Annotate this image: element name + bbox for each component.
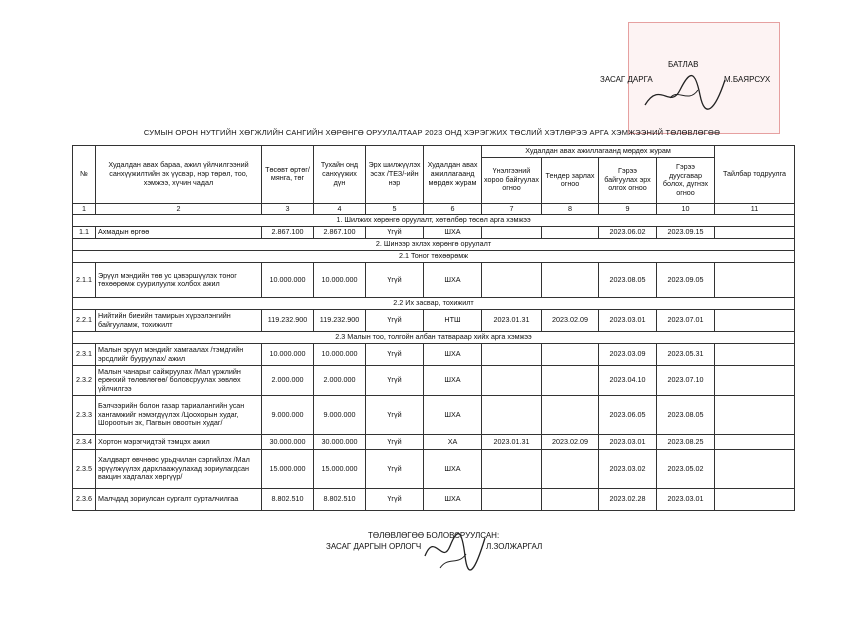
table-row (73, 344, 795, 366)
row-note (715, 227, 795, 239)
row-method: ШХА (424, 396, 482, 435)
row-sign-date: 2023.03.09 (599, 344, 657, 366)
row-tender-date (542, 366, 599, 396)
row-number: 2.3.6 (73, 489, 96, 511)
col-number: 9 (599, 203, 657, 215)
col-number: 3 (262, 203, 314, 215)
col-number: 1 (73, 203, 96, 215)
table-row (73, 450, 795, 489)
row-number: 2.3.2 (73, 366, 96, 396)
row-end-date: 2023.09.05 (657, 263, 715, 298)
row-tender-date: 2023.02.09 (542, 435, 599, 450)
table-row (73, 227, 795, 239)
row-announce-date (482, 344, 542, 366)
row-amount: 10.000.000 (314, 344, 366, 366)
row-announce-date (482, 366, 542, 396)
section-header-row (73, 298, 795, 310)
row-note (715, 435, 795, 450)
row-item: Нийтийн биеийн тамирын хүрээлэнгийн байгууламж, тохижилт (96, 310, 262, 332)
column-number-row (73, 203, 795, 215)
row-method: ШХА (424, 366, 482, 396)
row-tez: Үгүй (366, 435, 424, 450)
header-no: № (73, 146, 96, 204)
table-row (73, 310, 795, 332)
row-note (715, 310, 795, 332)
row-tez: Үгүй (366, 489, 424, 511)
row-sign-date: 2023.03.02 (599, 450, 657, 489)
row-item: Малын чанарыг сайжруулах /Мал үржлийн ерөнхий төлөвлөгөө/ боловсруулах зөвлөх үйлчилгээ (96, 366, 262, 396)
row-number: 2.3.4 (73, 435, 96, 450)
section-title: 2.2 Их засвар, тохижилт (73, 298, 795, 310)
row-announce-date (482, 450, 542, 489)
col-number: 11 (715, 203, 795, 215)
row-amount: 10.000.000 (314, 263, 366, 298)
row-end-date: 2023.09.15 (657, 227, 715, 239)
col-number: 6 (424, 203, 482, 215)
section-header-row (73, 239, 795, 251)
col-number: 10 (657, 203, 715, 215)
row-item: Халдварт өвчнөөс урьдчилан сэргийлэх /Мал эрүүлжүүлэх дархлаажуулахад зориулагдсан вакцин хадгалах хөргүүр/ (96, 450, 262, 489)
footer-signature (420, 526, 490, 574)
row-method: ШХА (424, 263, 482, 298)
row-tender-date (542, 227, 599, 239)
col-number: 7 (482, 203, 542, 215)
document-title: СУМЫН ОРОН НУТГИЙН ХӨГЖЛИЙН САНГИЙН ХӨРӨНГӨ ОРУУЛАЛТААР 2023 ОНД ХЭРЭГЖИХ ТӨСЛИЙ ХЭТЛӨРЭЭ АРГА ХЭМЖЭЭНИЙ ТӨЛӨВЛӨГӨӨ (143, 128, 721, 137)
header-item: Худалдан авах бараа, ажил үйлчилгээний санхүүжилтийн эх үүсвэр, нэр төрөл, тоо, хэмжээ, хүчин чадал (96, 146, 262, 204)
section-title: 2.1 Тоног төхөөрөмж (73, 251, 795, 263)
row-end-date: 2023.07.01 (657, 310, 715, 332)
col-number: 2 (96, 203, 262, 215)
row-budget: 8.802.510 (262, 489, 314, 511)
row-number: 2.3.5 (73, 450, 96, 489)
footer-title: ТӨЛӨВЛӨГӨӨ БОЛОВСРУУЛСАН: (368, 531, 500, 540)
row-tender-date (542, 263, 599, 298)
row-sign-date: 2023.03.01 (599, 435, 657, 450)
table-row (73, 396, 795, 435)
row-tez: Үгүй (366, 396, 424, 435)
row-note (715, 396, 795, 435)
header-announce: Үнэлгээний хороо байгуулах огноо (482, 157, 542, 203)
section-title: 1. Шилжих хөрөнгө оруулалт, хөтөлбөр төсөл арга хэмжээ (73, 215, 795, 227)
row-amount: 8.802.510 (314, 489, 366, 511)
row-tez: Үгүй (366, 263, 424, 298)
approval-name: М.БАЯРСУХ (724, 75, 771, 84)
row-end-date: 2023.08.25 (657, 435, 715, 450)
row-sign-date: 2023.08.05 (599, 263, 657, 298)
row-item: Ахмадын өргөө (96, 227, 262, 239)
row-item: Малчдад зориулсан сургалт сурталчилгаа (96, 489, 262, 511)
header-budget: Төсөвт өртөг/ мянга, төг (262, 146, 314, 204)
row-tender-date (542, 450, 599, 489)
row-note (715, 366, 795, 396)
section-title: 2. Шинээр эхлэх хөрөнгө оруулалт (73, 239, 795, 251)
row-end-date: 2023.08.05 (657, 396, 715, 435)
row-tender-date: 2023.02.09 (542, 310, 599, 332)
row-budget: 119.232.900 (262, 310, 314, 332)
row-method: ШХА (424, 450, 482, 489)
table-row (73, 263, 795, 298)
row-method: ШХА (424, 344, 482, 366)
approval-title: БАТЛАВ (668, 60, 699, 69)
col-number: 4 (314, 203, 366, 215)
row-sign-date: 2023.06.05 (599, 396, 657, 435)
col-number: 5 (366, 203, 424, 215)
row-budget: 2.000.000 (262, 366, 314, 396)
header-tender-notice: Тендер зарлах огноо (542, 157, 599, 203)
row-method: ШХА (424, 489, 482, 511)
row-number: 2.2.1 (73, 310, 96, 332)
row-end-date: 2023.05.31 (657, 344, 715, 366)
row-note (715, 450, 795, 489)
row-amount: 30.000.000 (314, 435, 366, 450)
row-tez: Үгүй (366, 366, 424, 396)
row-budget: 2.867.100 (262, 227, 314, 239)
row-tender-date (542, 396, 599, 435)
row-amount: 9.000.000 (314, 396, 366, 435)
row-sign-date: 2023.02.28 (599, 489, 657, 511)
row-number: 2.1.1 (73, 263, 96, 298)
table-row (73, 435, 795, 450)
header-contract-end: Гэрээ дуусгавар болох, дүгнэх огноо (657, 157, 715, 203)
row-item: Бэлчээрийн болон газар тариалангийн усан хангамжийг нэмэгдүүлэх /Цоохорын худаг, Шороотын эх, Пагвын овоотын худаг/ (96, 396, 262, 435)
row-amount: 2.867.100 (314, 227, 366, 239)
row-amount: 15.000.000 (314, 450, 366, 489)
row-item: Малын эрүүл мэндийг хамгаалах /тэмдгийн эрсдлийг бууруулах/ ажил (96, 344, 262, 366)
row-budget: 15.000.000 (262, 450, 314, 489)
row-amount: 119.232.900 (314, 310, 366, 332)
table-row (73, 366, 795, 396)
row-sign-date: 2023.03.01 (599, 310, 657, 332)
header-procurement-method: Худалдан авах ажиллагаанд мөрдөх журам (424, 146, 482, 204)
row-tender-date (542, 344, 599, 366)
row-tez: Үгүй (366, 344, 424, 366)
row-number: 1.1 (73, 227, 96, 239)
row-announce-date (482, 263, 542, 298)
section-header-row (73, 332, 795, 344)
table-row (73, 489, 795, 511)
row-end-date: 2023.05.02 (657, 450, 715, 489)
table-body (73, 215, 795, 511)
row-end-date: 2023.07.10 (657, 366, 715, 396)
row-budget: 30.000.000 (262, 435, 314, 450)
row-item: Эрүүл мэндийн төв ус цэвэршүүлэх тоног төхөөрөмж суурилуулж холбох ажил (96, 263, 262, 298)
row-announce-date (482, 489, 542, 511)
header-planned-amount: Тухайн онд санхүүжих дүн (314, 146, 366, 204)
header-notes: Тайлбар тодруулга (715, 146, 795, 204)
header-contract-sign: Гэрээ байгуулах эрх олгох огноо (599, 157, 657, 203)
row-number: 2.3.1 (73, 344, 96, 366)
row-budget: 10.000.000 (262, 263, 314, 298)
row-announce-date: 2023.01.31 (482, 435, 542, 450)
row-end-date: 2023.03.01 (657, 489, 715, 511)
section-header-row (73, 251, 795, 263)
row-note (715, 344, 795, 366)
footer-name: Л.ЗОЛЖАРГАЛ (486, 542, 543, 551)
row-amount: 2.000.000 (314, 366, 366, 396)
row-sign-date: 2023.06.02 (599, 227, 657, 239)
procurement-plan-table (72, 145, 795, 511)
approval-position: ЗАСАГ ДАРГА (600, 75, 653, 84)
col-number: 8 (542, 203, 599, 215)
row-method: НТШ (424, 310, 482, 332)
section-title: 2.3 Малын тоо, толгойн албан татвараар хийх арга хэмжээ (73, 332, 795, 344)
row-budget: 9.000.000 (262, 396, 314, 435)
row-note (715, 263, 795, 298)
row-sign-date: 2023.04.10 (599, 366, 657, 396)
row-tender-date (542, 489, 599, 511)
header-group: Худалдан авах ажиллагаанд мөрдөх журам (482, 146, 715, 158)
row-tez: Үгүй (366, 227, 424, 239)
row-announce-date (482, 227, 542, 239)
row-method: ШХА (424, 227, 482, 239)
footer-position: ЗАСАГ ДАРГЫН ОРЛОГЧ (326, 542, 422, 551)
section-header-row (73, 215, 795, 227)
row-method: ХА (424, 435, 482, 450)
approval-signature (640, 60, 730, 118)
row-announce-date: 2023.01.31 (482, 310, 542, 332)
header-right-tez: Эрх шилжүүлэх эсэх /ТЕЗ/-ийн нэр (366, 146, 424, 204)
row-budget: 10.000.000 (262, 344, 314, 366)
row-item: Хортон мэрэгчидтэй тэмцэх ажил (96, 435, 262, 450)
row-tez: Үгүй (366, 310, 424, 332)
row-note (715, 489, 795, 511)
row-number: 2.3.3 (73, 396, 96, 435)
row-announce-date (482, 396, 542, 435)
row-tez: Үгүй (366, 450, 424, 489)
